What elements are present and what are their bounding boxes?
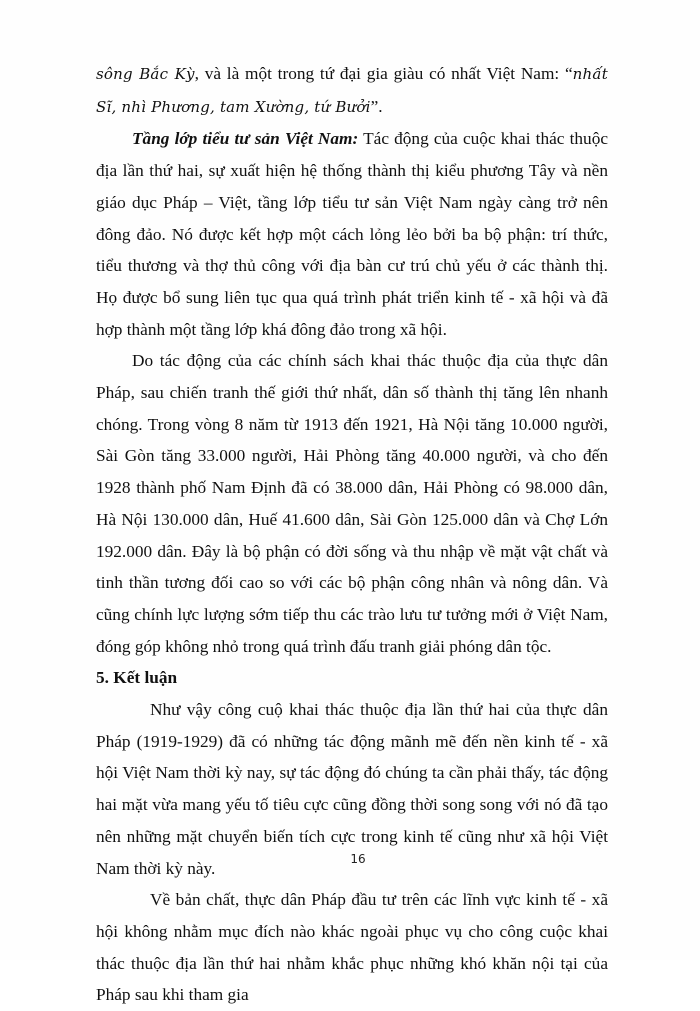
paragraph-conclusion-1: Như vậy công cuộ khai thác thuộc địa lần thứ hai của thực dân Pháp (1919-1929) đã có những tác động mãnh mẽ đến nền kinh tế - xã hội Việt Nam thời kỳ nay, sự tác động đó chúng ta cần phải thấy, tác động hai mặt vừa mang yếu tố tiêu cực cũng đồng thời song song với nó đã tạo nên những mặt chuyển biến tích cực trong kinh tế cũng như xã hội Việt Nam thời kỳ này.	[96, 700, 608, 878]
italic-quote: nhất Sĩ, nhì Phương, tam Xường, tứ Bưởi	[96, 65, 608, 116]
paragraph-conclusion-2: Về bản chất, thực dân Pháp đầu tư trên các lĩnh vực kinh tế - xã hội không nhằm mục đích nào khác ngoài phục vụ cho công cuộc khai thác thuộc địa lần thứ hai nhằm khắc phục những khó khăn nội tại của Pháp sau khi tham gia	[96, 890, 608, 1005]
paragraph-urban-population: Do tác động của các chính sách khai thác thuộc địa của thực dân Pháp, sau chiến tranh thế giới thứ nhất, dân số thành thị tăng lên nhanh chóng. Trong vòng 8 năm từ 1913 đến 1921, Hà Nội tăng 10.000 người, Sài Gòn tăng 33.000 người, Hải Phòng tăng 40.000 người, và cho đến 1928 thành phố Nam Định đã có 38.000 dân, Hải Phòng có 98.000 dân, Hà Nội 130.000 dân, Huế 41.600 dân, Sài Gòn 125.000 dân và Chợ Lớn 192.000 dân. Đây là bộ phận có đời sống và thu nhập về mặt vật chất và tinh thần tương đối cao so với các bộ phận công nhân và nông dân. Và cũng chính lực lượng sớm tiếp thu các trào lưu tư tưởng mới ở Việt Nam, đóng góp không nhỏ trong quá trình đấu tranh giải phóng dân tộc.	[96, 351, 608, 656]
page-number: 16	[350, 852, 366, 866]
body-text	[96, 58, 608, 1011]
italic-place-name: sông Bắc Kỳ	[96, 65, 195, 83]
paragraph-lead-term: Tầng lớp tiểu tư sản Việt Nam:	[132, 129, 359, 149]
section-heading: 5. Kết luận	[96, 668, 178, 688]
paragraph-continuation: sông Bắc Kỳ, và là một trong tứ đại gia giàu có nhất Việt Nam: “nhất Sĩ, nhì Phương, tam Xường, tứ Bưởi”.	[96, 64, 608, 116]
paragraph-petty-bourgeoisie: Tầng lớp tiểu tư sản Việt Nam: Tác động của cuộc khai thác thuộc địa lần thứ hai, sự xuất hiện hệ thống thành thị kiểu phương Tây và nền giáo dục Pháp – Việt, tầng lớp tiểu tư sản Việt Nam ngày càng trở nên đông đảo. Nó được kết hợp một cách lỏng lẻo bởi ba bộ phận: trí thức, tiểu thương và thợ thủ công với địa bàn cư trú chủ yếu ở các thành thị. Họ được bổ sung liên tục qua quá trình phát triển kinh tế - xã hội và đã hợp thành một tầng lớp khá đông đảo trong xã hội.	[96, 129, 609, 339]
